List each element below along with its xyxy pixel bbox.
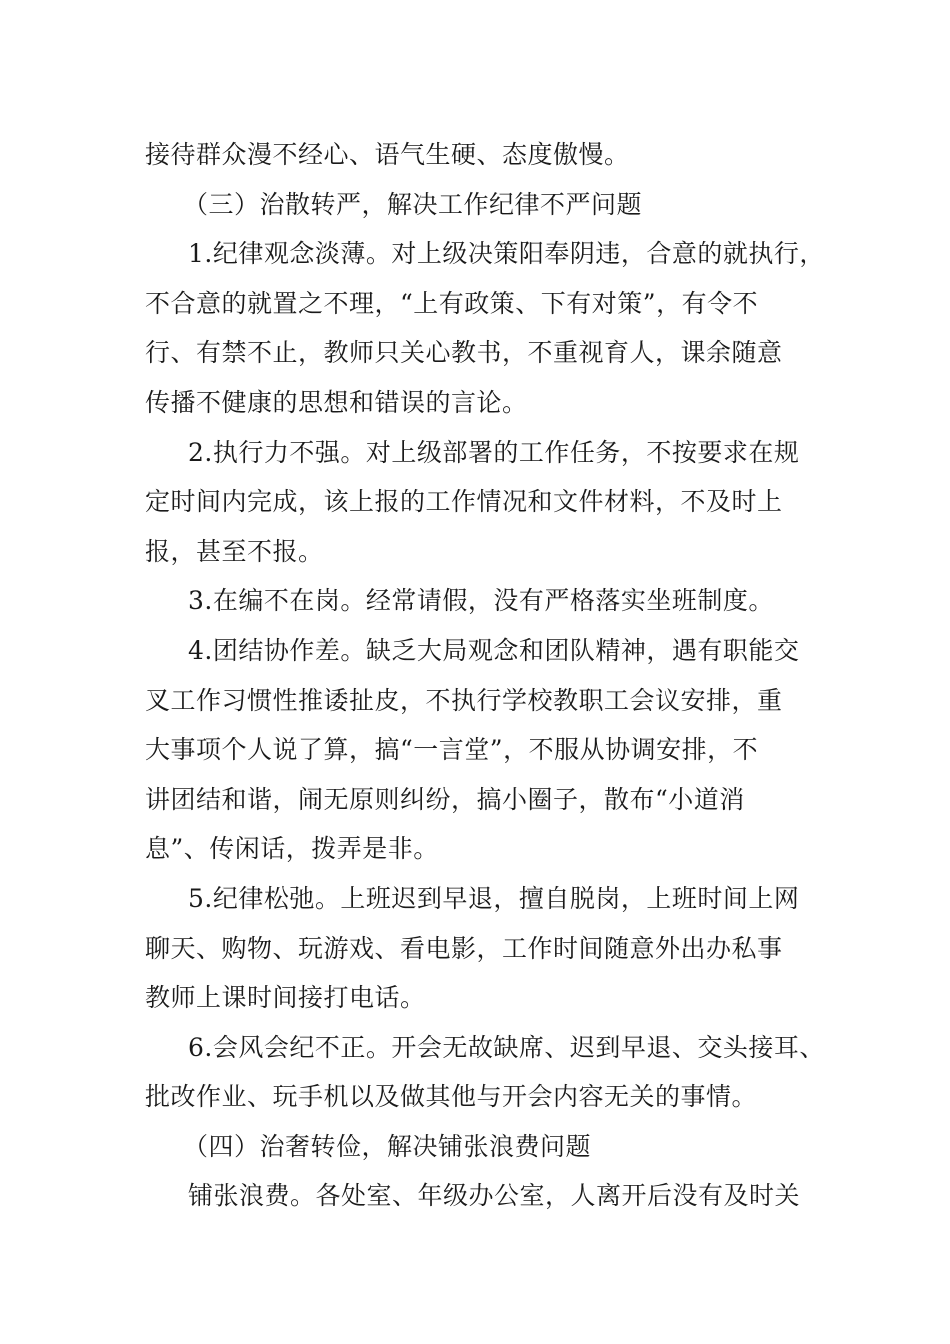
text-line: 聊天、购物、玩游戏、看电影，工作时间随意外出办私事 [145, 933, 783, 963]
text-line: 讲团结和谐，闹无原则纠纷，搞小圈子，散布“小道消 [145, 784, 745, 814]
document-body [145, 130, 830, 1221]
text-line: 叉工作习惯性推诿扯皮，不执行学校教职工会议安排，重 [145, 685, 783, 715]
item-4-line: 4.团结协作差。缺乏大局观念和团队精神，遇有职能交 [188, 635, 800, 665]
text-line: 不合意的就置之不理，“上有政策、下有对策”，有令不 [145, 288, 759, 318]
text-line: 定时间内完成，该上报的工作情况和文件材料，不及时上 [145, 487, 783, 517]
text-line: 接待群众漫不经心、语气生硬、态度傲慢。 [145, 140, 630, 169]
item-5-line: 5.纪律松弛。上班迟到早退，擅自脱岗，上班时间上网 [188, 883, 800, 913]
item-1-line: 1.纪律观念淡薄。对上级决策阳奉阴违，合意的就执行， [188, 239, 825, 269]
item-3-line: 3.在编不在岗。经常请假，没有严格落实坐班制度。 [188, 586, 774, 616]
text-line: 批改作业、玩手机以及做其他与开会内容无关的事情。 [145, 1082, 758, 1112]
text-line: 行、有禁不止，教师只关心教书，不重视育人，课余随意 [145, 338, 783, 368]
section-heading-4: （四）治奢转俭，解决铺张浪费问题 [183, 1131, 592, 1161]
section-heading-3: （三）治散转严，解决工作纪律不严问题 [183, 189, 643, 219]
text-line: 报，甚至不报。 [145, 536, 324, 566]
text-line: 传播不健康的思想和错误的言论。 [145, 387, 528, 417]
item-6-line: 6.会风会纪不正。开会无故缺席、迟到早退、交头接耳、 [188, 1032, 825, 1062]
text-line: 教师上课时间接打电话。 [145, 983, 426, 1013]
text-line: 息”、传闲话，拨弄是非。 [145, 834, 439, 864]
item-2-line: 2.执行力不强。对上级部署的工作任务，不按要求在规 [188, 437, 800, 467]
paragraph-start-line: 铺张浪费。各处室、年级办公室，人离开后没有及时关 [188, 1181, 801, 1211]
text-line: 大事项个人说了算，搞“一言堂”，不服从协调安排，不 [145, 735, 759, 765]
